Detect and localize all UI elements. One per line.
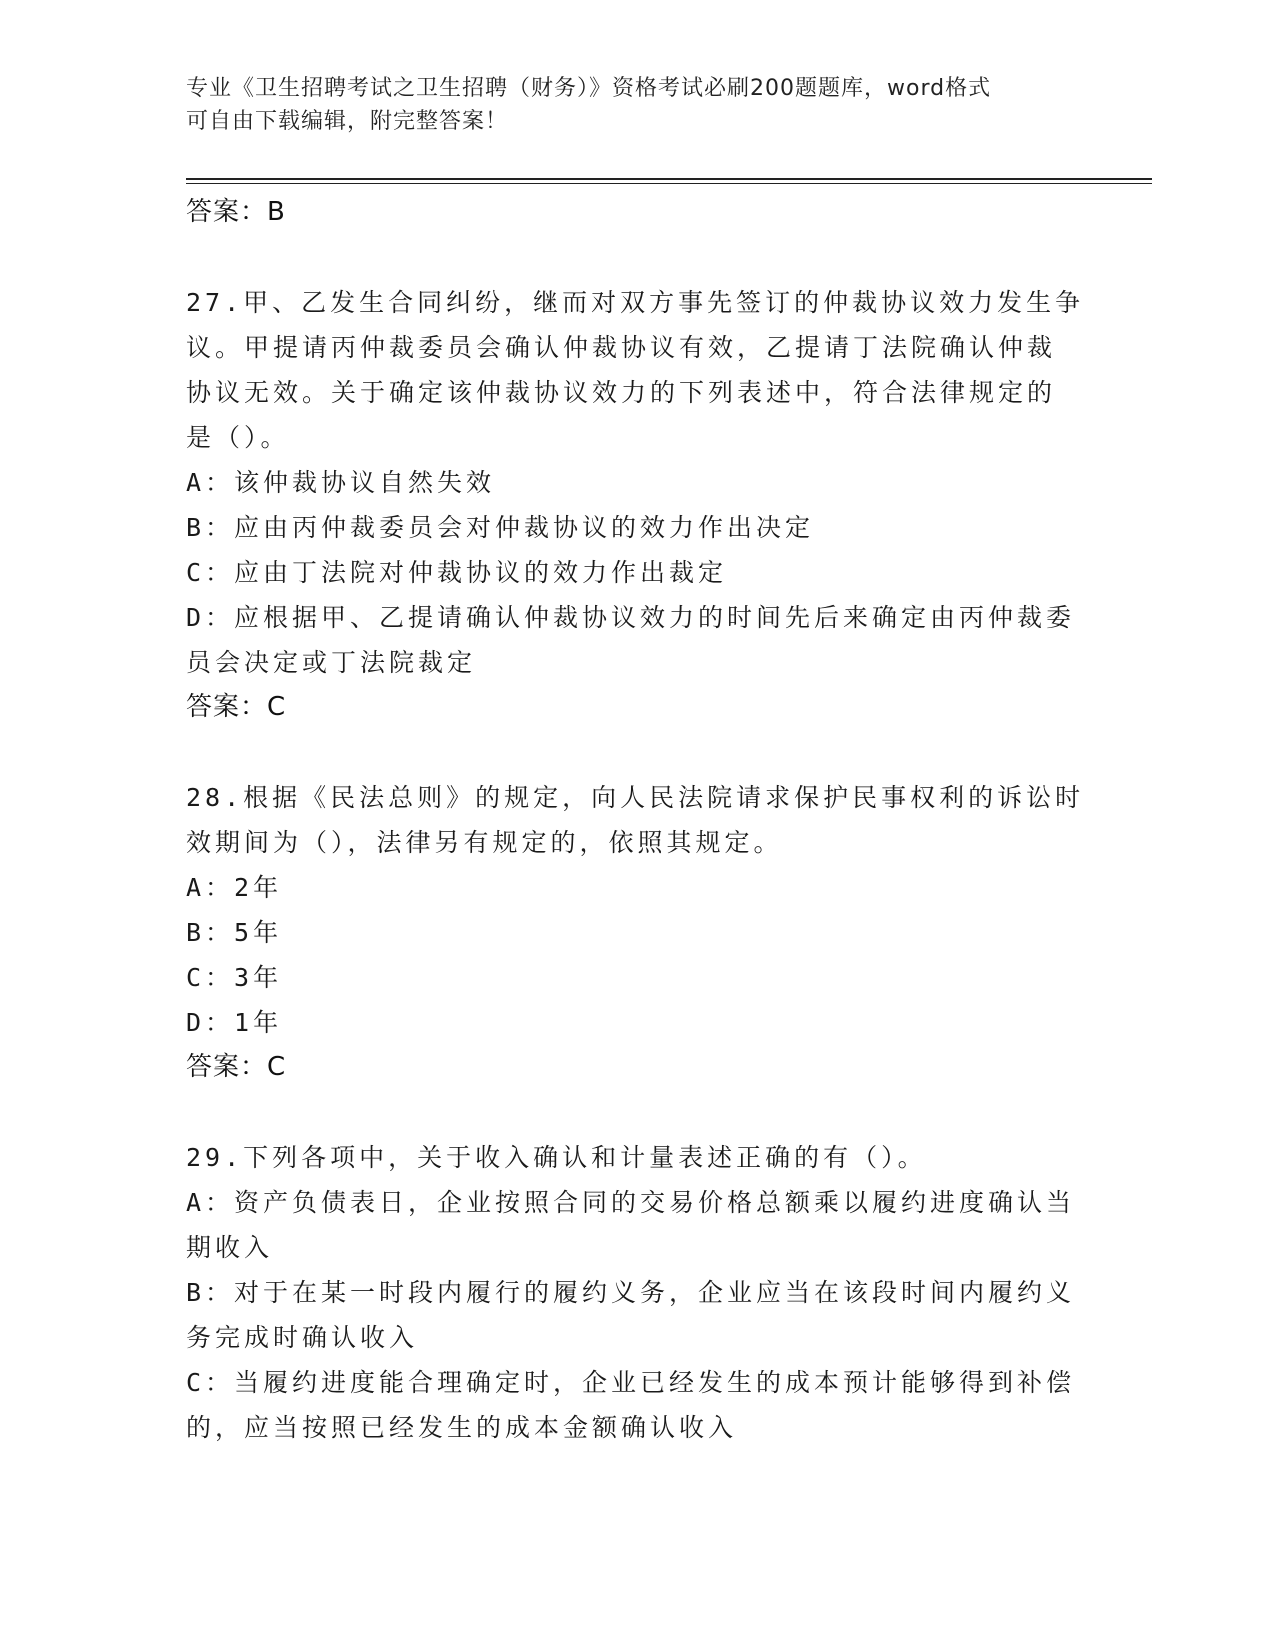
question-stem-line: 28.根据《民法总则》的规定，向人民法院请求保护民事权利的诉讼时	[186, 783, 1085, 812]
previous-answer: 答案：B	[186, 197, 286, 227]
question-stem-line: 27.甲、乙发生合同纠纷，继而对双方事先签订的仲裁协议效力发生争	[186, 288, 1085, 317]
question-stem-line: 议。甲提请丙仲裁委员会确认仲裁协议有效，乙提请丁法院确认仲裁	[186, 333, 1057, 362]
question-stem-line: 29.下列各项中，关于收入确认和计量表述正确的有（）。	[186, 1143, 927, 1172]
question-29	[186, 1135, 1086, 1450]
option-d: D：1年	[186, 1008, 283, 1037]
option-a: A：2年	[186, 873, 283, 902]
option-b: B：5年	[186, 918, 283, 947]
option-c: C：3年	[186, 963, 283, 992]
question-28	[186, 775, 1086, 1090]
header-line-2: 可自由下载编辑，附完整答案！	[186, 109, 509, 134]
option-a: A：该仲裁协议自然失效	[186, 468, 496, 497]
question-27	[186, 280, 1086, 730]
header-rule-thick	[186, 178, 1152, 180]
spacer	[186, 730, 1086, 775]
option-b-continued: 务完成时确认收入	[186, 1323, 419, 1352]
header-rule-thin	[186, 183, 1152, 184]
option-c: C：应由丁法院对仲裁协议的效力作出裁定	[186, 558, 728, 587]
spacer	[186, 235, 1086, 280]
question-stem-line: 协议无效。关于确定该仲裁协议效力的下列表述中，符合法律规定的	[186, 378, 1057, 407]
header-line-1: 专业《卫生招聘考试之卫生招聘（财务）》资格考试必刷200题题库，word格式	[186, 76, 992, 101]
option-d-continued: 员会决定或丁法院裁定	[186, 648, 477, 677]
option-b: B：应由丙仲裁委员会对仲裁协议的效力作出决定	[186, 513, 815, 542]
document-body	[186, 190, 1086, 1450]
spacer	[186, 1090, 1086, 1135]
question-stem-line: 是（）。	[186, 423, 290, 452]
option-a: A：资产负债表日，企业按照合同的交易价格总额乘以履约进度确认当	[186, 1188, 1076, 1217]
option-b: B：对于在某一时段内履行的履约义务，企业应当在该段时间内履约义	[186, 1278, 1076, 1307]
option-a-continued: 期收入	[186, 1233, 274, 1262]
option-c: C：当履约进度能合理确定时，企业已经发生的成本预计能够得到补偿	[186, 1368, 1076, 1397]
question-stem-line: 效期间为（），法律另有规定的，依照其规定。	[186, 828, 783, 857]
option-c-continued: 的，应当按照已经发生的成本金额确认收入	[186, 1413, 738, 1442]
answer-28: 答案：C	[186, 1052, 287, 1082]
answer-27: 答案：C	[186, 692, 287, 722]
page-header	[186, 72, 1076, 138]
option-d: D：应根据甲、乙提请确认仲裁协议效力的时间先后来确定由丙仲裁委	[186, 603, 1076, 632]
